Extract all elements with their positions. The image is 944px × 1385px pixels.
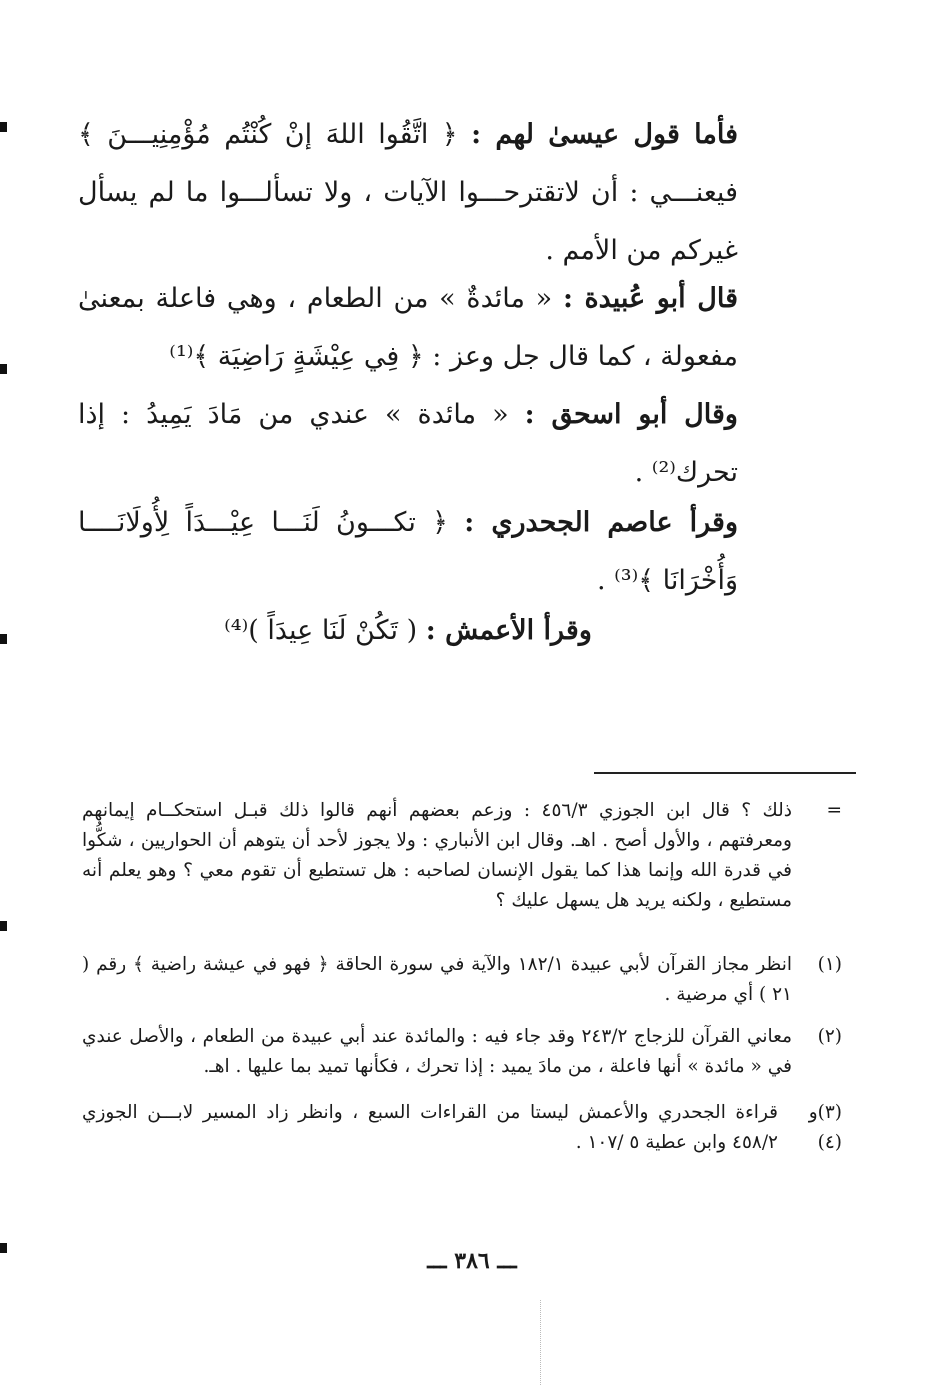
paragraph-body: ﴿ تكـــونُ لَنَـــا عِيْـــدَاً لِأُولَانَــــا وَأُخْرَانَا ﴾⁽³⁾ .	[78, 507, 738, 596]
paragraph-5	[78, 602, 738, 660]
footnote-text: ذلك ؟ قال ابن الجوزي ٤٥٦/٣ : وزعم بعضهم أنهم قالوا ذلك قبـل استحكــام إيمانهم ومعرفتهم ، والأول أصح . اهـ. وقال ابن الأنباري : ولا يجوز لأحد أن يتوهم أن الحواريين ، شكُّوا في قدرة الله وإنما هذا كما يقول الإنسان لصاحبه : هل تستطيع أن تقوم معي ؟ وهو يعلم أنه مستطيع ، ولكنه يريد هل يسهل عليك ؟	[82, 800, 792, 911]
paragraph-body: ( تَكُنْ لَنَا عِيدَاً )⁽⁴⁾	[224, 615, 418, 646]
paragraph-lead: وقرأ الأعمش :	[425, 615, 592, 646]
paragraph-3	[78, 386, 738, 502]
footnote-number: (٢)	[817, 1026, 842, 1047]
paragraph-body: « مائدة » عندي من مَادَ يَمِيدُ : إذا تحرك⁽²⁾ .	[78, 399, 738, 488]
paragraph-1	[78, 106, 738, 280]
scan-mark	[0, 122, 7, 132]
footnote-number: =	[826, 800, 842, 821]
paragraph-lead: فأما قول عيسىٰ لهم :	[471, 119, 738, 150]
scan-mark	[0, 921, 7, 931]
footnote-number: (٣)و (٤)	[808, 1102, 842, 1153]
scan-fold-line	[540, 1300, 542, 1385]
paragraph-4	[78, 494, 738, 610]
footnote-text: معاني القرآن للزجاج ٢٤٣/٢ وقد جاء فيه : والمائدة عند أبي عبيدة من الطعام ، والأصل عندي في « مائدة » أنها فاعلة ، من مادَ يميد : إذا تحرك ، فكأنها تميد بما عليها . اهـ.	[82, 1026, 792, 1077]
footnote-separator	[594, 772, 856, 774]
paragraph-body: ﴿ اتَّقُوا اللهَ إنْ كُنْتُم مُؤْمِنِيـــنَ ﴾ فيعنـــي : أن لاتقترحـــوا الآيات ، ولا تسألـــوا ما لم يسأل غيركم من الأمم .	[78, 119, 738, 266]
page-number: ـــ ٣٨٦ ـــ	[427, 1248, 517, 1274]
scan-mark	[0, 634, 7, 644]
paragraph-lead: وقرأ عاصم الجحدري :	[464, 507, 738, 538]
paragraph-2	[78, 270, 738, 386]
paragraph-lead: قال أبو عُبيدة :	[562, 283, 738, 314]
paragraph-body: « مائدةٌ » من الطعام ، وهي فاعلة بمعنىٰ مفعولة ، كما قال جل وعز : ﴿ فِي عِيْشَةٍ رَاضِيَة ﴾⁽¹⁾	[78, 283, 738, 372]
footnote-number: (١)	[817, 954, 842, 975]
footnote-text: قراءة الجحدري والأعمش ليستا من القراءات السبع ، وانظر زاد المسير لابـــن الجوزي ٤٥٨/٢ وابن عطية ٥ /١٠٧ .	[82, 1102, 778, 1153]
paragraph-lead: وقال أبو اسحق :	[524, 399, 738, 430]
scan-mark	[0, 364, 7, 374]
footnote-text: انظر مجاز القرآن لأبي عبيدة ١٨٢/١ والآية في سورة الحاقة ﴿ فهو في عيشة راضية ﴾ رقم ( ٢١ ) أي مرضية .	[82, 954, 792, 1005]
